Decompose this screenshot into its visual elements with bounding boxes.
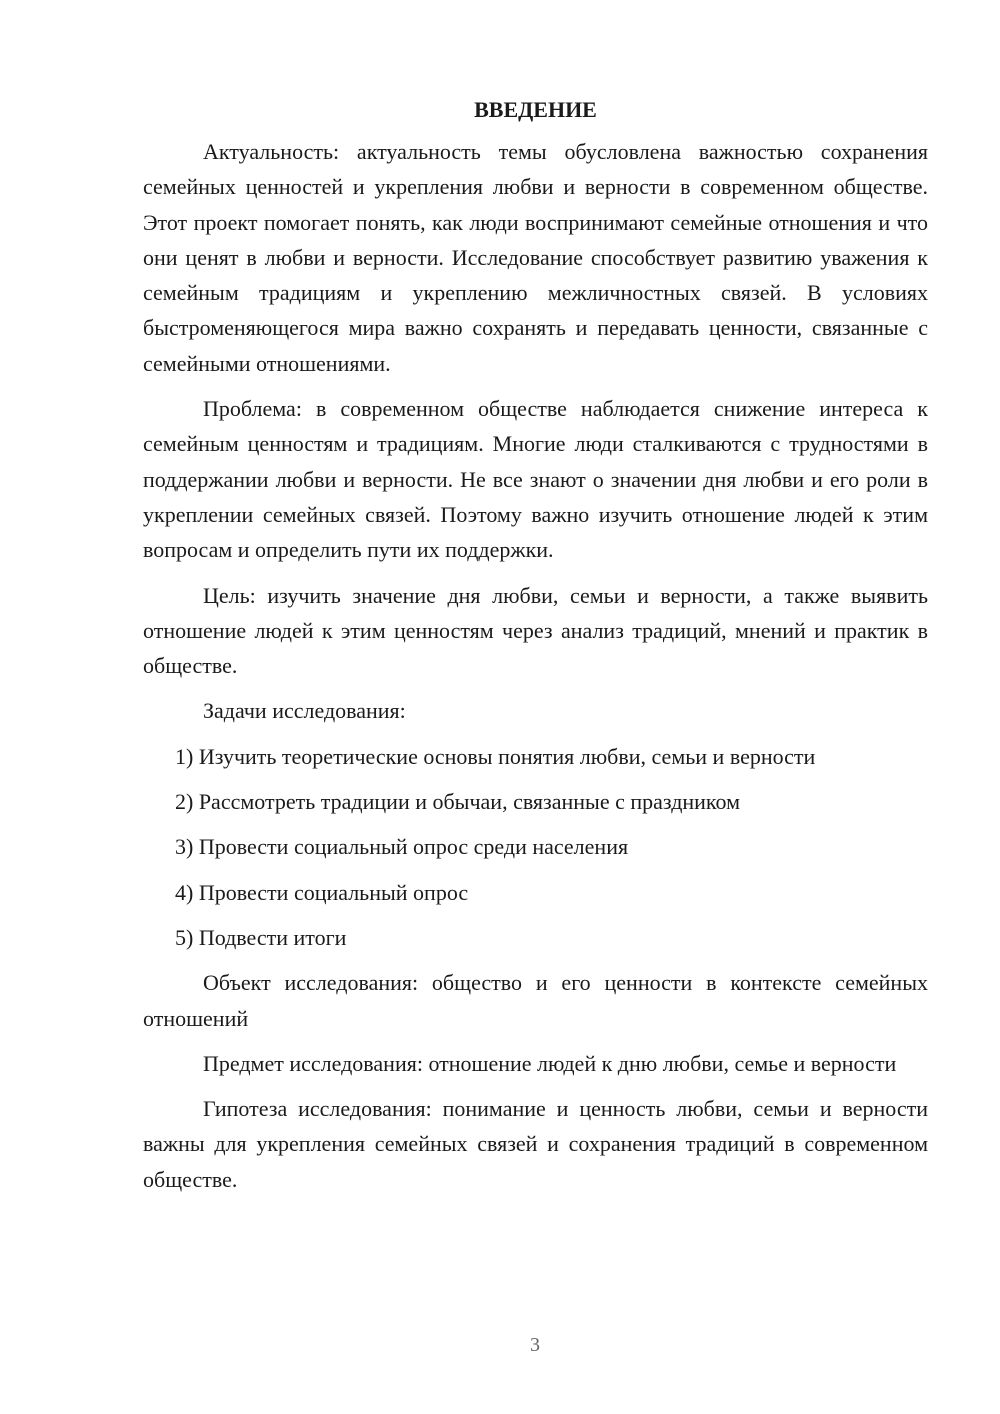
task-item: 1) Изучить теоретические основы понятия любви, семьи и верности: [175, 743, 816, 769]
paragraph-relevance: Актуальность: актуальность темы обусловлена важностью сохранения семейных ценностей и укрепления любви и верности в современном обществе. Этот проект помогает понять, как люди воспринимают семейные отношения и что они ценят в любви и верности. Исследование способствует развитию уважения к семейным традициям и укреплению межличностных связей. В условиях быстроменяющегося мира важно сохранять и передавать ценности, связанные с семейными отношениями.: [143, 139, 928, 376]
task-item: 4) Провести социальный опрос: [175, 879, 469, 905]
document-page: [143, 96, 928, 1207]
paragraph-problem: Проблема: в современном обществе наблюдается снижение интереса к семейным ценностям и традициям. Многие люди сталкиваются с трудностями в поддержании любви и верности. Не все знают о значении дня любви и его роли в укреплении семейных связей. Поэтому важно изучить отношение людей к этим вопросам и определить пути их поддержки.: [143, 396, 928, 563]
paragraph-hypothesis: Гипотеза исследования: понимание и ценность любви, семьи и верности важны для укрепления семейных связей и сохранения традиций в современном обществе.: [143, 1096, 928, 1192]
paragraph-subject: Предмет исследования: отношение людей к дню любви, семье и верности: [203, 1050, 897, 1076]
task-item: 5) Подвести итоги: [175, 924, 347, 950]
paragraph-goal: Цель: изучить значение дня любви, семьи и верности, а также выявить отношение людей к этим ценностям через анализ традиций, мнений и практик в обществе.: [143, 582, 928, 679]
task-item: 2) Рассмотреть традиции и обычаи, связанные с праздником: [175, 789, 741, 815]
task-list: [143, 739, 928, 955]
tasks-heading: Задачи исследования:: [203, 698, 406, 724]
paragraph-object: Объект исследования: общество и его ценности в контексте семейных отношений: [143, 970, 928, 1031]
task-item: 3) Провести социальный опрос среди населения: [175, 834, 629, 860]
page-number: 3: [530, 1334, 540, 1356]
section-title: ВВЕДЕНИЕ: [474, 97, 597, 122]
